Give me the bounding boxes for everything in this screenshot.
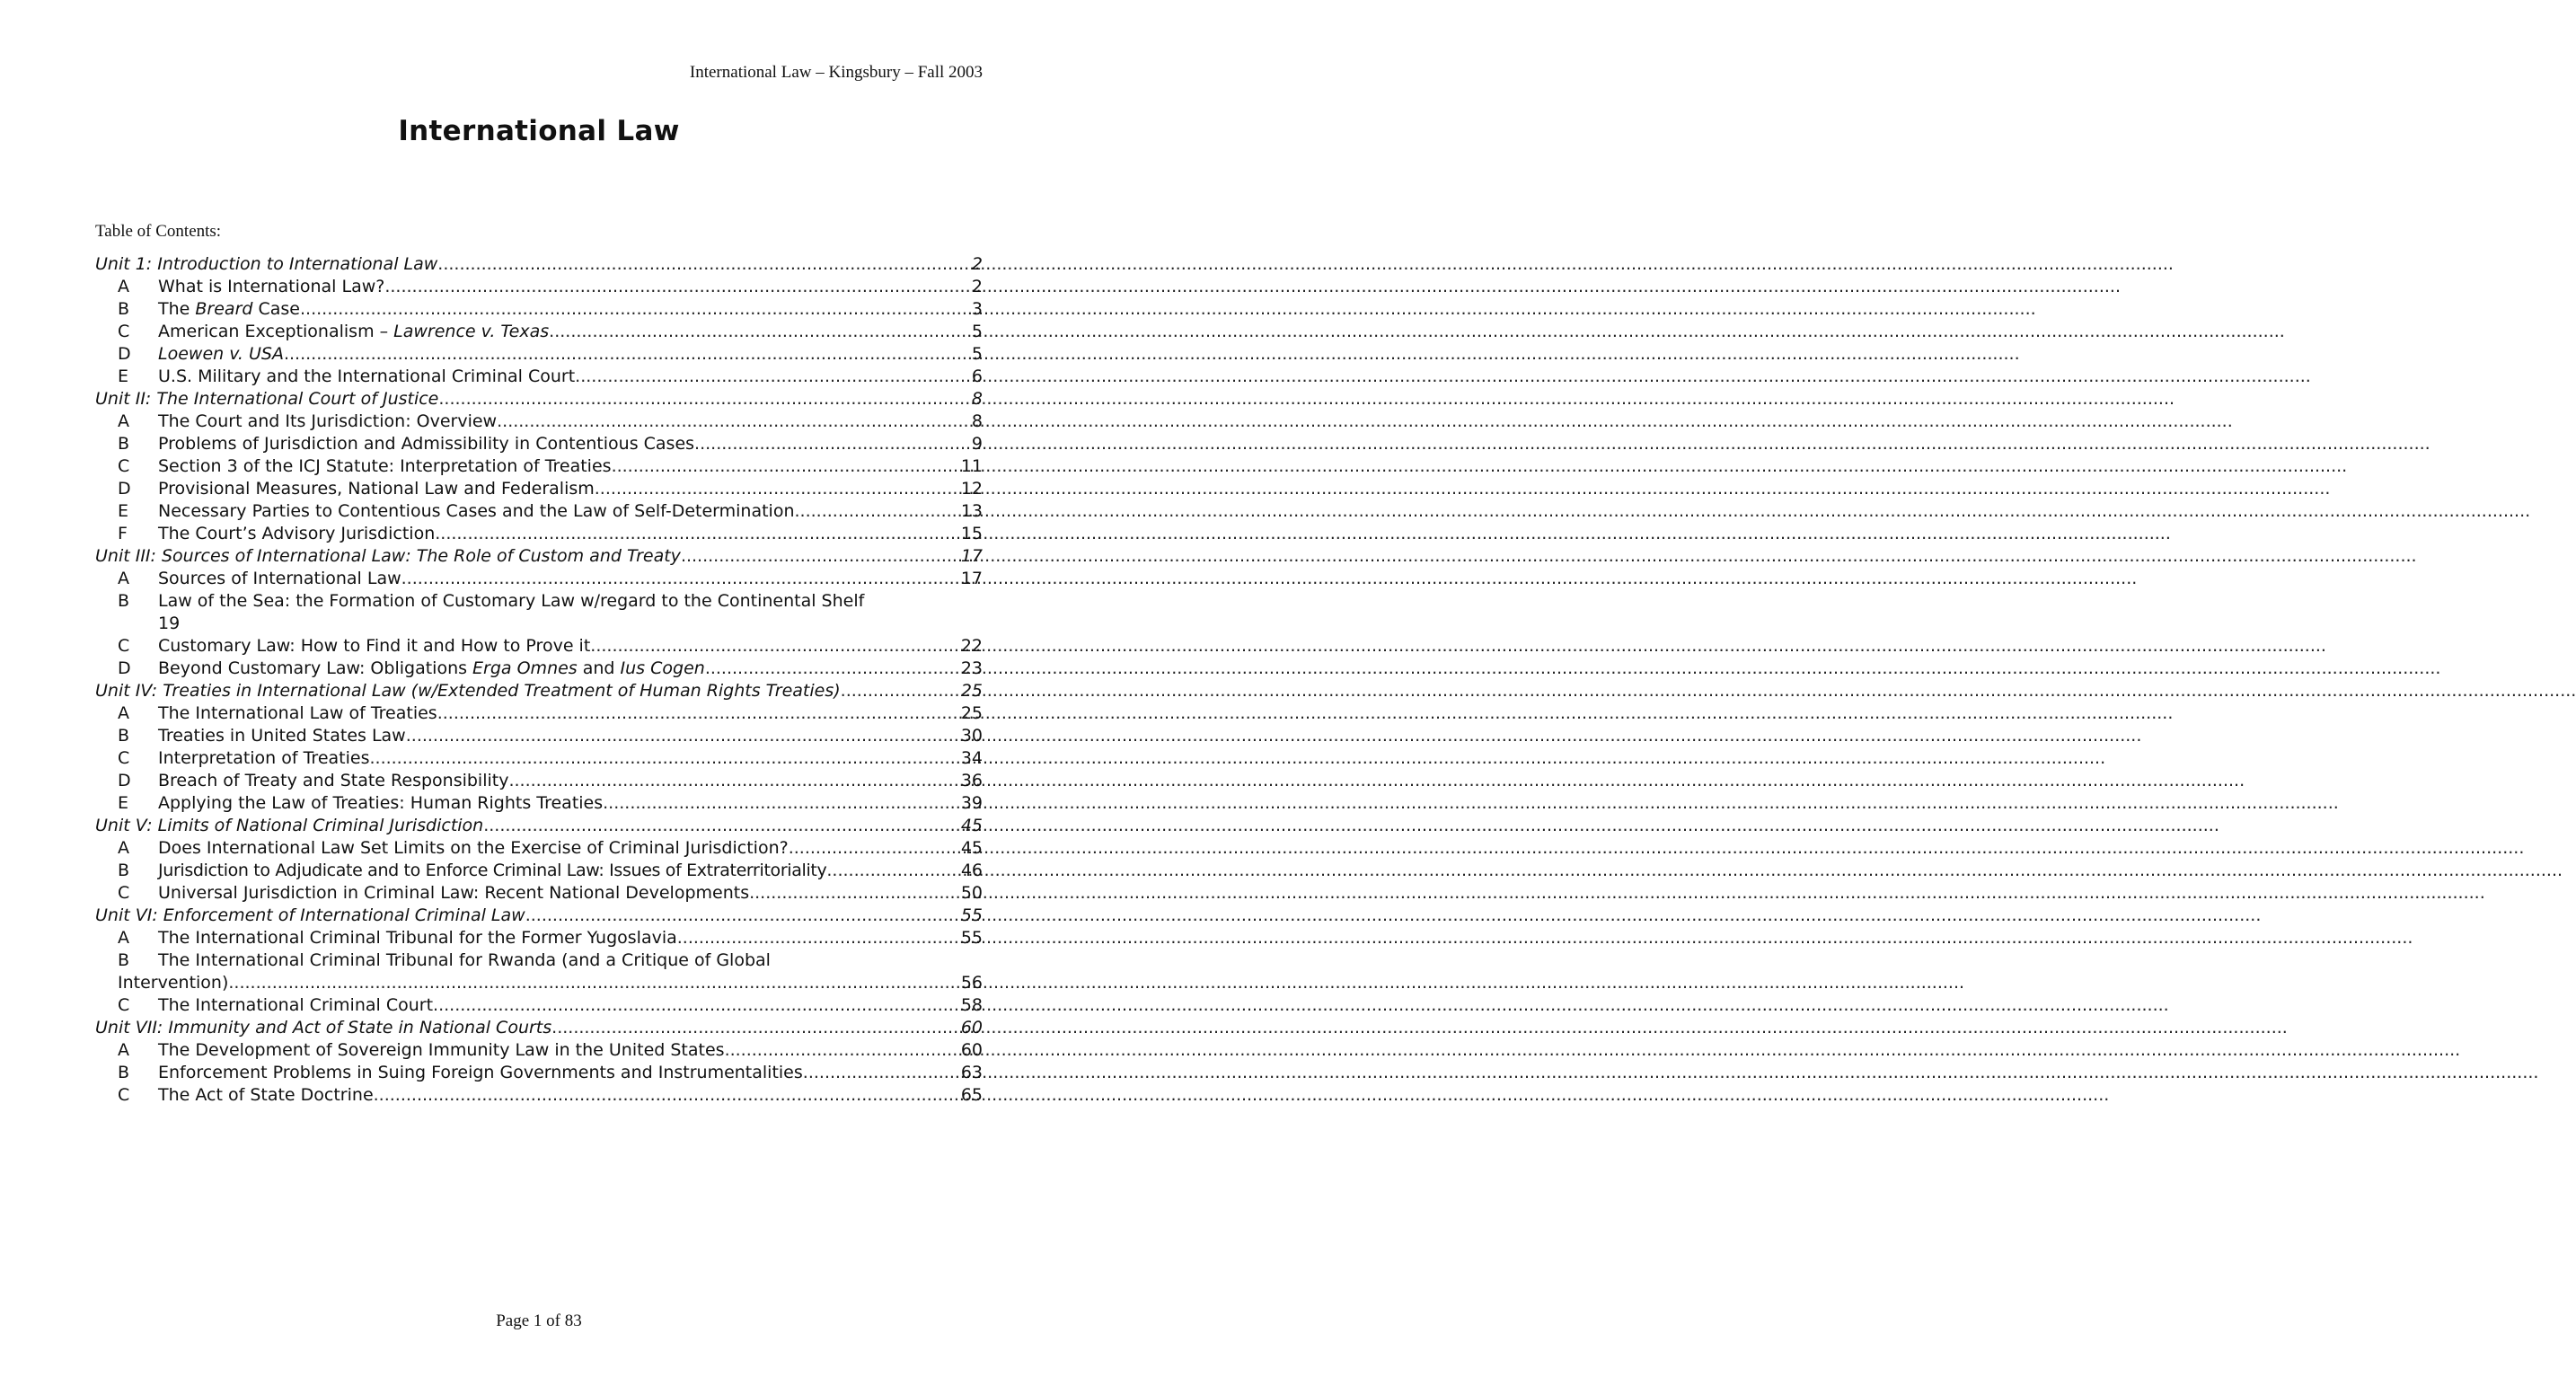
toc-page: 12 (960, 479, 983, 499)
toc-page: 63 (960, 1063, 983, 1082)
toc-letter: D (118, 344, 131, 364)
toc-leader (437, 253, 972, 276)
toc-letter: A (118, 928, 129, 948)
running-header: International Law – Kingsbury – Fall 2003 (689, 63, 983, 82)
toc-letter: B (118, 434, 130, 454)
toc-letter: B (118, 950, 130, 970)
toc-unit-title: Unit III: Sources of International Law: The Role of Custom and Treaty (95, 546, 681, 566)
toc-entry-title (158, 298, 300, 321)
toc-leader (284, 343, 972, 366)
toc-entry-title: The International Criminal Court (158, 995, 434, 1015)
toc-leader (435, 523, 961, 545)
toc-entry-4e[interactable] (95, 792, 983, 815)
toc-title-part: and (577, 658, 621, 678)
toc-entry-title: Does International Law Set Limits on the Exercise of Criminal Jurisdiction? (158, 838, 789, 858)
toc-letter: C (118, 748, 130, 768)
toc-unit-title: Unit VI: Enforcement of International Criminal Law (95, 905, 525, 925)
toc-entry-title: Applying the Law of Treaties: Human Rights Treaties (158, 793, 604, 813)
toc-entry-5a[interactable] (95, 837, 983, 860)
toc-leader (789, 837, 961, 860)
toc-entry-3b[interactable] (95, 590, 983, 613)
toc-page: 25 (960, 703, 983, 723)
toc-letter: C (118, 883, 130, 903)
toc-entry-3d[interactable] (95, 658, 983, 680)
toc-entry-5c[interactable] (95, 882, 983, 905)
toc-page: 60 (960, 1018, 983, 1037)
toc-entry-6b[interactable] (95, 949, 983, 972)
toc-title-italic: Ius Cogen (620, 658, 705, 678)
toc-letter: B (118, 299, 130, 319)
toc-entry-6b-continuation[interactable] (95, 972, 983, 994)
toc-entry-title (158, 343, 284, 366)
toc-page: 6 (971, 366, 983, 386)
toc-entry-2d[interactable] (95, 478, 983, 500)
toc-leader (725, 1039, 961, 1062)
toc-leader (705, 658, 961, 680)
toc-entry-title: Enforcement Problems in Suing Foreign Governments and Instrumentalities (158, 1063, 803, 1082)
toc-title-part: American Exceptionalism – (158, 322, 394, 341)
toc-page: 17 (960, 546, 983, 566)
toc-letter: D (118, 771, 131, 790)
toc-entry-title: Section 3 of the ICJ Statute: Interpretation of Treaties (158, 456, 612, 476)
toc-letter: A (118, 569, 129, 588)
page-number-footer: Page 1 of 83 (496, 1311, 582, 1330)
toc-letter: D (118, 658, 131, 678)
toc-letter: A (118, 703, 129, 723)
toc-entry-title: The International Criminal Tribunal for the Former Yugoslavia (158, 928, 677, 948)
toc-page: 25 (960, 681, 983, 701)
toc-page: 56 (960, 973, 983, 993)
toc-leader (677, 927, 961, 949)
toc-entry-title: The Court’s Advisory Jurisdiction (158, 524, 436, 543)
toc-leader (433, 994, 961, 1017)
toc-page: 46 (960, 861, 983, 880)
toc-page: 19 (158, 614, 181, 633)
toc-entry-title (158, 321, 549, 343)
toc-letter: C (118, 995, 130, 1015)
toc-entry-title: Necessary Parties to Contentious Cases and the Law of Self-Determination (158, 501, 795, 521)
toc-leader (300, 298, 972, 321)
toc-entry-title: Law of the Sea: the Formation of Customary Law w/regard to the Continental Shelf (158, 591, 865, 611)
toc-entry-title: The Act of State Doctrine (158, 1085, 374, 1105)
toc-entry-4a[interactable] (95, 702, 983, 725)
toc-title-part: The (158, 299, 196, 319)
toc-page: 15 (960, 524, 983, 543)
toc-leader (401, 568, 961, 590)
toc-page: 50 (960, 883, 983, 903)
toc-unit-7[interactable] (95, 1017, 983, 1039)
toc-letter: C (118, 456, 130, 476)
toc-letter: A (118, 1040, 129, 1060)
toc-entry-2b[interactable] (95, 433, 983, 455)
toc-leader (826, 860, 960, 882)
toc-entry-1b[interactable] (95, 298, 983, 321)
toc-page: 65 (960, 1085, 983, 1105)
toc-leader (525, 905, 961, 927)
toc-leader (369, 747, 960, 770)
toc-entry-title: Customary Law: How to Find it and How to Prove it (158, 636, 591, 656)
toc-title-part: Case (252, 299, 300, 319)
toc-letter: A (118, 277, 129, 296)
toc-letter: E (118, 793, 129, 813)
toc-entry-4b[interactable] (95, 725, 983, 747)
toc-page: 34 (960, 748, 983, 768)
toc-leader (841, 680, 961, 702)
toc-page: 5 (971, 322, 983, 341)
toc-leader (508, 770, 960, 792)
toc-letter: D (118, 479, 131, 499)
toc-entry-title-continuation: Intervention) (118, 973, 229, 993)
toc-entry-title: What is International Law? (158, 277, 385, 296)
toc-leader (374, 1084, 961, 1107)
toc-page: 5 (971, 344, 983, 364)
toc-page: 45 (960, 838, 983, 858)
toc-entry-title: The International Criminal Tribunal for Rwanda (and a Critique of Global (158, 950, 771, 970)
toc-page: 23 (960, 658, 983, 678)
toc-leader (612, 455, 961, 478)
toc-entry-4c[interactable] (95, 747, 983, 770)
toc-leader (483, 815, 961, 837)
toc-entry-title: The International Law of Treaties (158, 703, 437, 723)
toc-entry-title: Breach of Treaty and State Responsibility (158, 771, 509, 790)
toc-page: 60 (960, 1040, 983, 1060)
toc-leader (438, 388, 972, 411)
toc-entry-title: Provisional Measures, National Law and Federalism (158, 479, 595, 499)
toc-unit-title: Unit V: Limits of National Criminal Jurisdiction (95, 816, 484, 835)
toc-leader (384, 276, 972, 298)
toc-entry-title: Interpretation of Treaties (158, 748, 370, 768)
toc-leader (595, 478, 961, 500)
toc-heading: Table of Contents: (95, 222, 222, 241)
document-title: International Law (398, 115, 680, 147)
toc-page: 45 (960, 816, 983, 835)
toc-entry-1d[interactable] (95, 343, 983, 366)
toc-entry-6c[interactable] (95, 994, 983, 1017)
toc-page: 11 (960, 456, 983, 476)
toc-page: 58 (960, 995, 983, 1015)
toc-unit-1[interactable] (95, 253, 983, 276)
toc-entry-title: Universal Jurisdiction in Criminal Law: Recent National Developments (158, 883, 750, 903)
toc-page: 36 (960, 771, 983, 790)
toc-leader (497, 411, 972, 433)
toc-entry-title (158, 658, 705, 680)
toc-unit-5[interactable] (95, 815, 983, 837)
toc-page: 2 (971, 277, 983, 296)
toc-leader (694, 433, 972, 455)
toc-entry-3c[interactable] (95, 635, 983, 658)
toc-page: 55 (960, 928, 983, 948)
toc-letter: B (118, 861, 130, 880)
toc-page: 39 (960, 793, 983, 813)
toc-entry-title: The Court and Its Jurisdiction: Overview (158, 411, 498, 431)
toc-leader (406, 725, 961, 747)
toc-entry-6a[interactable] (95, 927, 983, 949)
toc-unit-title: Unit II: The International Court of Justice (95, 389, 439, 409)
toc-leader (681, 545, 961, 568)
toc-entry-2e[interactable] (95, 500, 983, 523)
toc-entry-title: The Development of Sovereign Immunity Law in the United States (158, 1040, 725, 1060)
toc-leader (551, 1017, 961, 1039)
toc-entry-title: Jurisdiction to Adjudicate and to Enforce Criminal Law: Issues of Extraterritoriality (158, 861, 827, 880)
toc-letter: F (118, 524, 128, 543)
toc-letter: A (118, 838, 129, 858)
toc-page: 8 (971, 411, 983, 431)
toc-unit-2[interactable] (95, 388, 983, 411)
toc-entry-1a[interactable] (95, 276, 983, 298)
toc-leader (228, 972, 960, 994)
toc-leader (549, 321, 972, 343)
toc-title-italic: Erga Omnes (472, 658, 578, 678)
toc-leader (803, 1062, 961, 1084)
toc-entry-4d[interactable] (95, 770, 983, 792)
toc-entry-2f[interactable] (95, 523, 983, 545)
toc-page: 8 (971, 389, 983, 409)
toc-page: 2 (971, 254, 983, 274)
toc-unit-title: Unit VII: Immunity and Act of State in National Courts (95, 1018, 552, 1037)
toc-letter: B (118, 726, 130, 746)
toc-entry-7a[interactable] (95, 1039, 983, 1062)
toc-leader (795, 500, 961, 523)
toc-entry-title: Treaties in United States Law (158, 726, 406, 746)
toc-page: 30 (960, 726, 983, 746)
toc-page: 13 (960, 501, 983, 521)
toc-entry-title: Problems of Jurisdiction and Admissibility in Contentious Cases (158, 434, 695, 454)
toc-title-italic: Breard (195, 299, 253, 319)
toc-letter: A (118, 411, 129, 431)
toc-letter: E (118, 501, 129, 521)
toc-entry-7c[interactable] (95, 1084, 983, 1107)
toc-letter: B (118, 591, 130, 611)
toc-entry-3b-page-line (95, 613, 983, 635)
toc-entry-3a[interactable] (95, 568, 983, 590)
table-of-contents (95, 253, 983, 1107)
toc-page: 9 (971, 434, 983, 454)
toc-leader (437, 702, 961, 725)
toc-entry-1c[interactable] (95, 321, 983, 343)
toc-page: 17 (960, 569, 983, 588)
toc-page: 55 (960, 905, 983, 925)
toc-unit-title: Unit IV: Treaties in International Law (w/Extended Treatment of Human Rights Treaties) (95, 681, 841, 701)
toc-leader (603, 792, 961, 815)
toc-title-italic: Loewen v. USA (158, 344, 284, 364)
toc-title-part: Beyond Customary Law: Obligations (158, 658, 473, 678)
toc-entry-7b[interactable] (95, 1062, 983, 1084)
toc-entry-2c[interactable] (95, 455, 983, 478)
toc-title-italic: Lawrence v. Texas (393, 322, 550, 341)
toc-entry-2a[interactable] (95, 411, 983, 433)
document-page (0, 0, 1078, 1395)
toc-letter: C (118, 1085, 130, 1105)
toc-unit-title: Unit 1: Introduction to International Law (95, 254, 438, 274)
toc-leader (749, 882, 961, 905)
toc-entry-title: U.S. Military and the International Criminal Court (158, 366, 576, 386)
toc-letter: B (118, 1063, 130, 1082)
toc-leader (590, 635, 961, 658)
toc-unit-3[interactable] (95, 545, 983, 568)
toc-letter: C (118, 636, 130, 656)
toc-entry-title: Sources of International Law (158, 569, 401, 588)
toc-unit-4[interactable] (95, 680, 983, 702)
toc-page: 22 (960, 636, 983, 656)
toc-page: 3 (971, 299, 983, 319)
toc-leader (575, 366, 972, 388)
toc-unit-6[interactable] (95, 905, 983, 927)
toc-entry-1e[interactable] (95, 366, 983, 388)
toc-letter: C (118, 322, 130, 341)
toc-entry-5b[interactable] (95, 860, 983, 882)
toc-letter: E (118, 366, 129, 386)
